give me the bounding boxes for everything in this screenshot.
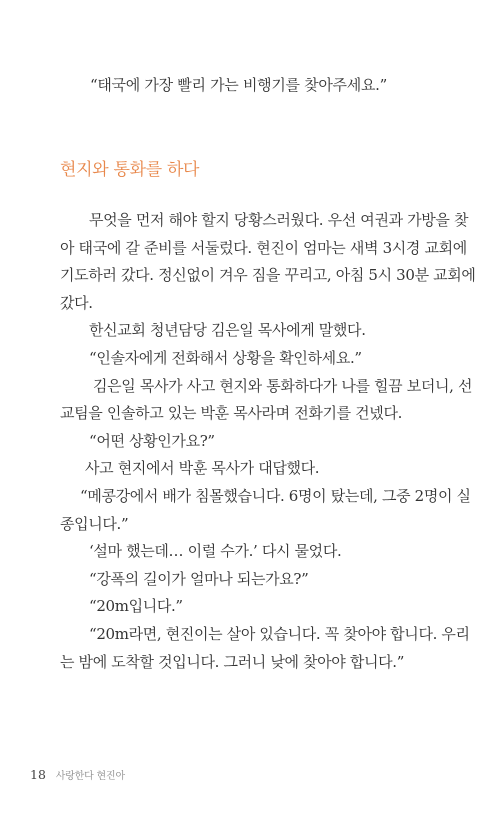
body-line: “어떤 상황인가요?” — [89, 431, 215, 450]
body-line: 종입니다.” — [60, 514, 129, 533]
body-line: 김은일 목사가 사고 현지와 통화하다가 나를 힐끔 보더니, 선 — [93, 376, 473, 395]
body-line: “20m라면, 현진이는 살아 있습니다. 꼭 찾아야 합니다. 우리 — [89, 624, 470, 643]
body-line: 무엇을 먼저 해야 할지 당황스러웠다. 우선 여권과 가방을 찾 — [89, 211, 469, 229]
body-line: 기도하러 갔다. 정신없이 겨우 짐을 꾸리고, 아침 5시 30분 교회에 — [60, 266, 476, 285]
body-line: “인솔자에게 전화해서 상황을 확인하세요.” — [89, 348, 362, 367]
page-number: 18 — [30, 767, 46, 782]
body-line: 사고 현지에서 박훈 목사가 대답했다. — [85, 459, 320, 478]
body-line: 갔다. — [60, 293, 93, 312]
body-line: ‘설마 했는데… 이럴 수가.’ 다시 물었다. — [89, 542, 342, 561]
running-title: 사랑한다 현진아 — [55, 771, 125, 782]
body-line: 는 밤에 도착할 것입니다. 그러니 낮에 찾아야 합니다.” — [60, 652, 405, 671]
body-line: 교팀을 인솔하고 있는 박훈 목사라며 전화기를 건넸다. — [60, 404, 403, 423]
body-text — [60, 207, 476, 676]
body-line: “20m입니다.” — [89, 597, 183, 616]
body-line: 한신교회 청년담당 김은일 목사에게 말했다. — [89, 321, 366, 340]
top-quote: “태국에 가장 빨리 가는 비행기를 찾아주세요.” — [90, 76, 387, 94]
body-line: 아 태국에 갈 준비를 서둘렀다. 현진이 엄마는 새벽 3시경 교회에 — [60, 238, 467, 257]
section-heading: 현지와 통화를 하다 — [60, 160, 200, 180]
body-line: “메콩강에서 배가 침몰했습니다. 6명이 탔는데, 그중 2명이 실 — [80, 486, 471, 505]
page-footer — [30, 767, 125, 782]
body-line: “강폭의 길이가 얼마나 되는가요?” — [89, 569, 309, 588]
